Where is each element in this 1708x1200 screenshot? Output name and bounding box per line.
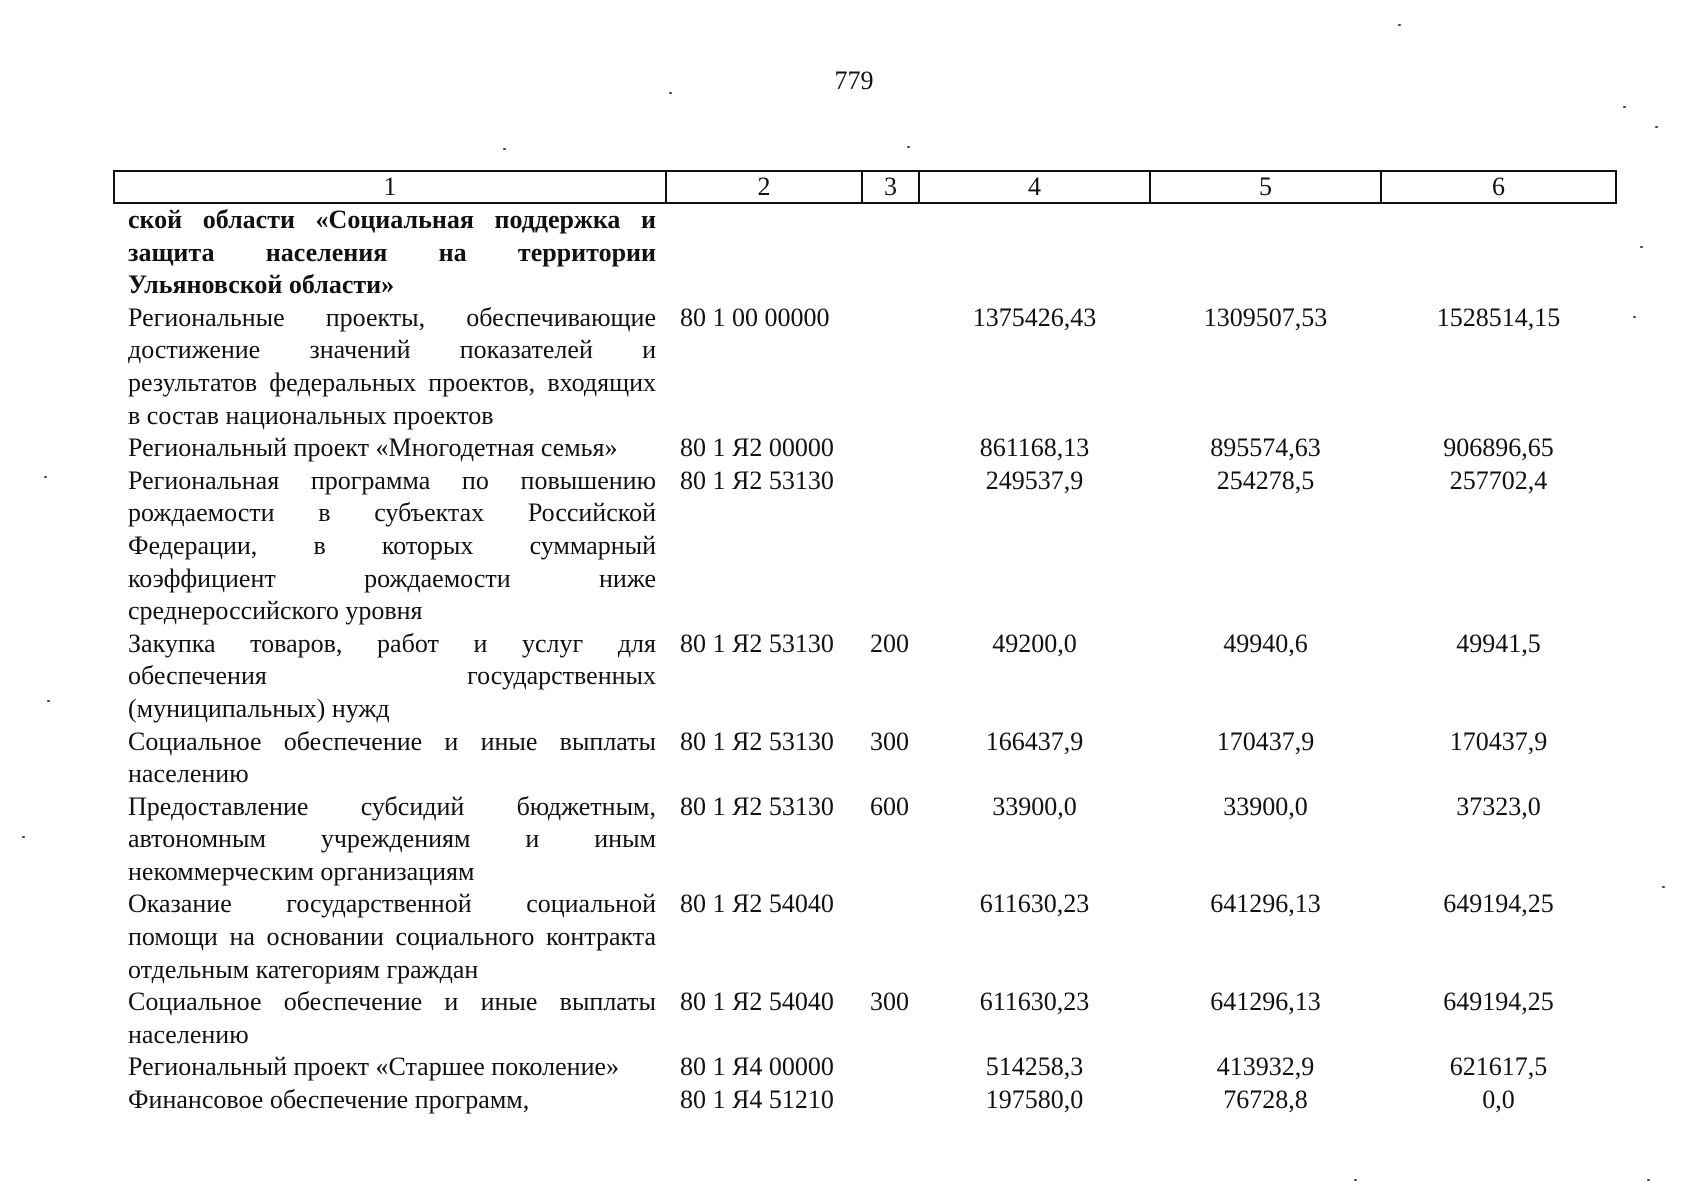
amount-col6-cell: 621617,5 [1449, 1052, 1548, 1082]
expense-type-cell [862, 432, 919, 465]
expense-type-cell [862, 1051, 919, 1084]
table-row [114, 986, 1616, 1051]
page-number: 779 [834, 66, 874, 95]
name-cell: Финансовое обеспечение программ, [128, 1085, 530, 1115]
amount-col6-cell: 649194,25 [1443, 889, 1554, 919]
table-row [114, 302, 1616, 432]
name-cell: Региональный проект «Старшее поколение» [128, 1052, 620, 1082]
name-cell: Региональные проекты, обеспечивающие достижение значений показателей и результатов федеральных проектов, входящих в состав национальных проектов [128, 302, 656, 430]
amount-col6-cell: 1528514,15 [1436, 302, 1561, 332]
table-row [114, 888, 1616, 986]
table-header [114, 171, 1616, 203]
table-body [114, 203, 1616, 1117]
amount-col5-cell: 76728,8 [1223, 1085, 1308, 1115]
table-row [114, 1051, 1616, 1084]
amount-col4-cell: 197580,0 [985, 1085, 1084, 1115]
code-cell: 80 1 Я4 51210 [680, 1085, 834, 1115]
scan-speck [44, 476, 47, 478]
amount-col4-cell: 166437,9 [985, 726, 1084, 756]
scan-speck [47, 700, 50, 702]
expense-type-cell [862, 1084, 919, 1117]
amount-col4-cell: 611630,23 [979, 987, 1090, 1017]
scan-speck [1662, 886, 1665, 888]
code-cell [666, 203, 862, 302]
amount-col6-cell: 906896,65 [1443, 433, 1554, 463]
code-cell: 80 1 00 00000 [680, 302, 830, 332]
header-row [114, 171, 1616, 203]
amount-col5-cell: 895574,63 [1210, 433, 1321, 463]
amount-col5-cell [1150, 203, 1381, 302]
scan-speck [1398, 24, 1401, 26]
amount-col4-cell [919, 203, 1150, 302]
scan-speck [669, 92, 672, 94]
amount-col6-cell: 49941,5 [1456, 628, 1541, 658]
budget-table [113, 170, 1617, 1117]
scan-speck [1623, 106, 1626, 108]
amount-col5-cell: 33900,0 [1223, 791, 1308, 821]
column-header-2: 2 [666, 171, 862, 203]
name-cell: Предоставление субсидий бюджетным, автономным учреждениям и иным некоммерческим организациям [128, 791, 656, 886]
column-header-3: 3 [862, 171, 919, 203]
scan-speck [1647, 1179, 1650, 1181]
table-row [114, 628, 1616, 726]
expense-type-cell [862, 302, 919, 432]
name-cell: Региональный проект «Многодетная семья» [128, 433, 618, 463]
name-cell: Социальное обеспечение и иные выплаты населению [128, 726, 656, 789]
expense-type-cell [862, 888, 919, 986]
expense-type-cell: 200 [870, 628, 909, 658]
code-cell: 80 1 Я2 53130 [680, 726, 834, 756]
table-row [114, 465, 1616, 628]
amount-col5-cell: 413932,9 [1216, 1052, 1315, 1082]
amount-col4-cell: 33900,0 [992, 791, 1077, 821]
amount-col5-cell: 641296,13 [1210, 889, 1321, 919]
scan-speck [907, 146, 910, 148]
amount-col4-cell: 49200,0 [992, 628, 1077, 658]
code-cell: 80 1 Я2 00000 [680, 433, 834, 463]
amount-col4-cell: 861168,13 [979, 433, 1090, 463]
table-row [114, 726, 1616, 791]
table-row [114, 1084, 1616, 1117]
name-cell: Региональная программа по повышению рождаемости в субъектах Российской Федерации, в которых суммарный коэффициент рождаемости ниже среднероссийского уровня [128, 465, 656, 626]
code-cell: 80 1 Я2 54040 [680, 889, 834, 919]
name-cell: Оказание государственной социальной помощи на основании социального контракта отдельным категориям граждан [128, 889, 656, 984]
amount-col4-cell: 611630,23 [979, 889, 1090, 919]
code-cell: 80 1 Я2 54040 [680, 987, 834, 1017]
code-cell: 80 1 Я2 53130 [680, 628, 834, 658]
column-header-6: 6 [1381, 171, 1616, 203]
expense-type-cell [862, 465, 919, 628]
scan-speck [1655, 126, 1658, 128]
amount-col5-cell: 49940,6 [1223, 628, 1308, 658]
amount-col6-cell: 0,0 [1482, 1085, 1515, 1115]
scan-speck [1354, 1179, 1357, 1181]
amount-col6-cell: 649194,25 [1443, 987, 1554, 1017]
code-cell: 80 1 Я2 53130 [680, 791, 834, 821]
code-cell: 80 1 Я2 53130 [680, 465, 834, 495]
amount-col5-cell: 170437,9 [1216, 726, 1315, 756]
scan-speck [503, 148, 506, 150]
amount-col4-cell: 514258,3 [985, 1052, 1084, 1082]
table-row [114, 791, 1616, 889]
amount-col5-cell: 641296,13 [1210, 987, 1321, 1017]
expense-type-cell: 600 [870, 791, 909, 821]
name-cell: Закупка товаров, работ и услуг для обеспечения государственных (муниципальных) нужд [128, 628, 656, 723]
expense-type-cell: 300 [870, 726, 909, 756]
scan-speck [1633, 316, 1636, 318]
column-header-5: 5 [1150, 171, 1381, 203]
amount-col6-cell: 37323,0 [1456, 791, 1541, 821]
amount-col6-cell: 170437,9 [1449, 726, 1548, 756]
amount-col5-cell: 1309507,53 [1203, 302, 1328, 332]
expense-type-cell: 300 [870, 987, 909, 1017]
code-cell: 80 1 Я4 00000 [680, 1052, 834, 1082]
scan-speck [1640, 246, 1643, 248]
amount-col4-cell: 249537,9 [985, 465, 1084, 495]
table-row [114, 432, 1616, 465]
name-cell: Социальное обеспечение и иные выплаты населению [128, 987, 656, 1049]
amount-col6-cell: 257702,4 [1449, 465, 1548, 495]
column-header-4: 4 [919, 171, 1150, 203]
scan-speck [22, 836, 25, 838]
column-header-1: 1 [114, 171, 666, 203]
expense-type-cell [862, 203, 919, 302]
name-cell: ской области «Социальная поддержка и защита населения на территории Ульяновской области» [128, 205, 656, 300]
table-row [114, 203, 1616, 302]
amount-col4-cell: 1375426,43 [972, 302, 1097, 332]
amount-col5-cell: 254278,5 [1216, 465, 1315, 495]
amount-col6-cell [1381, 203, 1616, 302]
